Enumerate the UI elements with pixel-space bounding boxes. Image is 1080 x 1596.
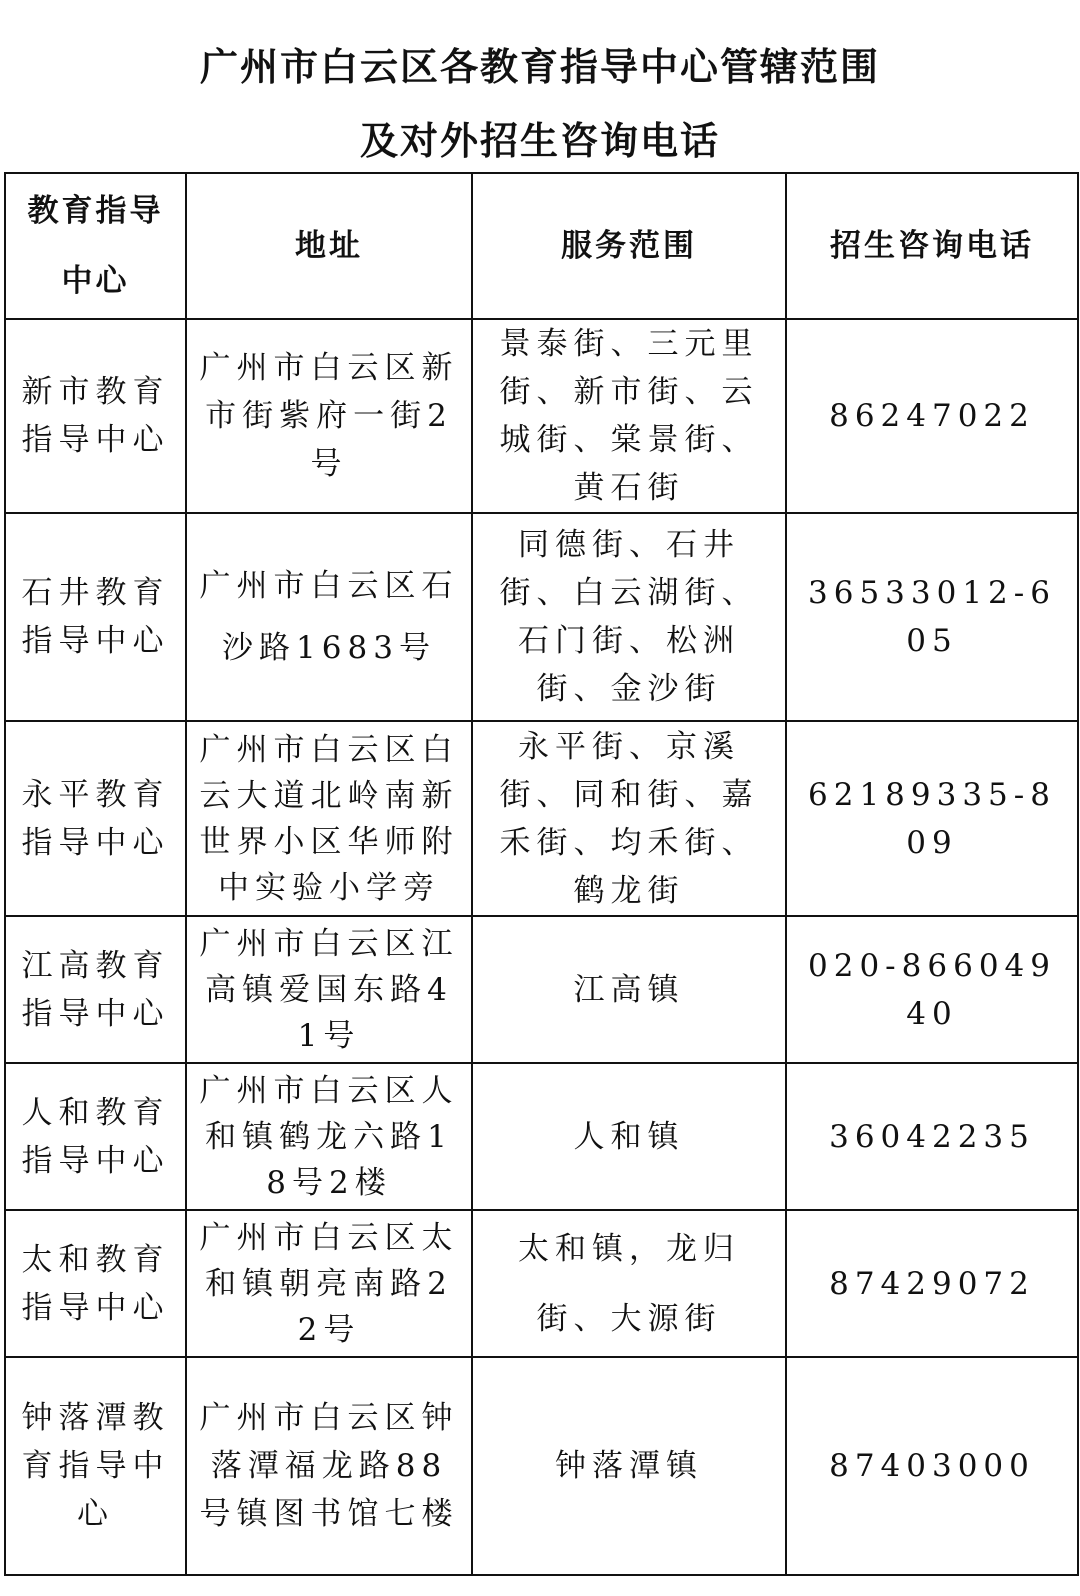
table-header-row: [5, 173, 1078, 319]
document-title: 广州市白云区各教育指导中心管辖范围: [199, 45, 880, 89]
service-range: 景泰街、三元里街、新市街、云城街、棠景街、黄石街: [472, 319, 786, 513]
header-range: 服务范围: [472, 173, 786, 319]
enrollment-phone: 87429072: [786, 1210, 1078, 1357]
center-address: 广州市白云区江高镇爱国东路41号: [186, 916, 472, 1063]
center-address: 广州市白云区新市街紫府一街2号: [186, 319, 472, 513]
center-address: 广州市白云区钟落潭福龙路88号镇图书馆七楼: [186, 1357, 472, 1575]
center-name: 石井教育指导中心: [5, 513, 186, 721]
enrollment-phone: 020-86604940: [786, 916, 1078, 1063]
enrollment-phone: 36533012-605: [786, 513, 1078, 721]
service-range: 钟落潭镇: [472, 1357, 786, 1575]
header-phone: 招生咨询电话: [786, 173, 1078, 319]
document-subtitle: 及对外招生咨询电话: [359, 119, 720, 163]
header-center: 教育指导中心: [5, 173, 186, 319]
center-name: 人和教育指导中心: [5, 1063, 186, 1210]
enrollment-phone: 36042235: [786, 1063, 1078, 1210]
center-name: 江高教育指导中心: [5, 916, 186, 1063]
header-address: 地址: [186, 173, 472, 319]
service-range: 江高镇: [472, 916, 786, 1063]
service-range: 同德街、石井街、白云湖街、石门街、松洲街、金沙街: [472, 513, 786, 721]
center-address: 广州市白云区石沙路1683号: [186, 513, 472, 721]
center-name: 太和教育指导中心: [5, 1210, 186, 1357]
service-range: 太和镇，龙归街、大源街: [472, 1210, 786, 1357]
service-range: 永平街、京溪街、同和街、嘉禾街、均禾街、鹤龙街: [472, 721, 786, 916]
education-centers-table: [4, 172, 1079, 1576]
center-address: 广州市白云区人和镇鹤龙六路18号2楼: [186, 1063, 472, 1210]
center-name: 钟落潭教育指导中心: [5, 1357, 186, 1575]
table-row: [5, 319, 1078, 513]
table-row: [5, 1357, 1078, 1575]
table-row: [5, 1063, 1078, 1210]
table-row: [5, 513, 1078, 721]
enrollment-phone: 86247022: [786, 319, 1078, 513]
table-row: [5, 721, 1078, 916]
center-address: 广州市白云区太和镇朝亮南路22号: [186, 1210, 472, 1357]
center-name: 新市教育指导中心: [5, 319, 186, 513]
service-range: 人和镇: [472, 1063, 786, 1210]
table-row: [5, 916, 1078, 1063]
center-address: 广州市白云区白云大道北岭南新世界小区华师附中实验小学旁: [186, 721, 472, 916]
table-row: [5, 1210, 1078, 1357]
center-name: 永平教育指导中心: [5, 721, 186, 916]
enrollment-phone: 87403000: [786, 1357, 1078, 1575]
enrollment-phone: 62189335-809: [786, 721, 1078, 916]
